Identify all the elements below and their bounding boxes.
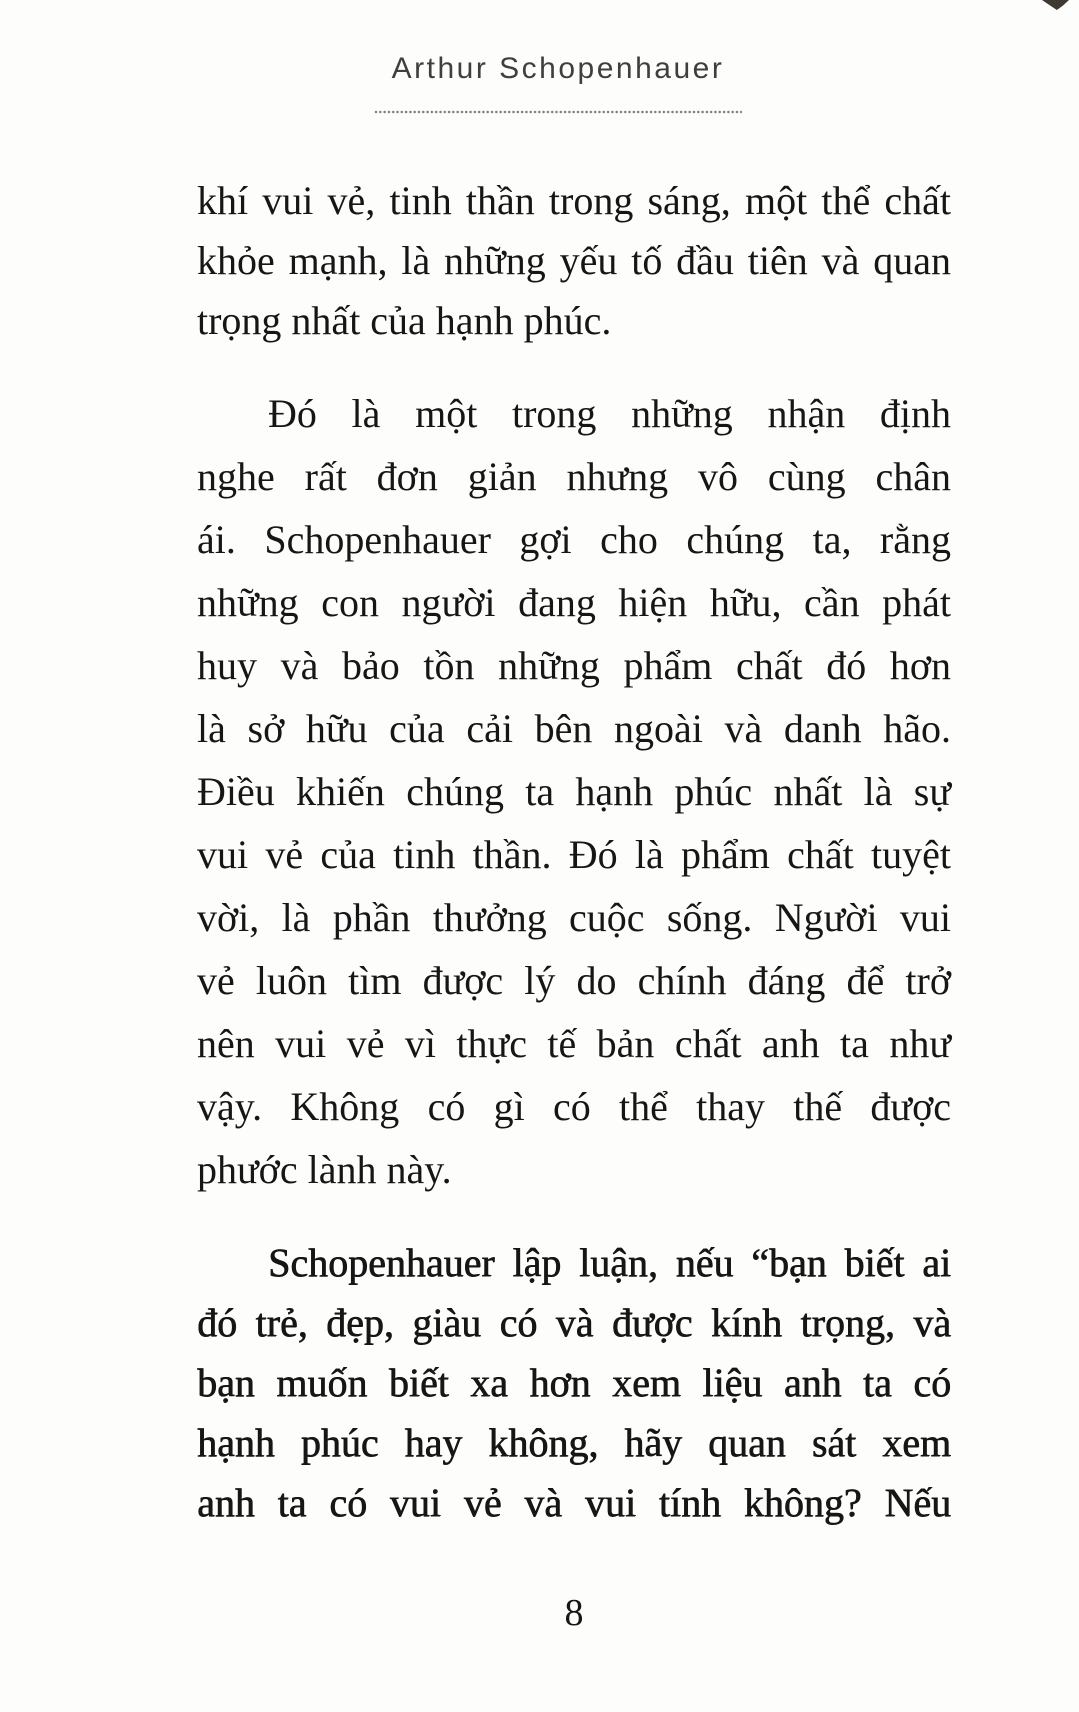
text-line: Schopenhauer lập luận, nếu “bạn biết ai — [268, 1240, 951, 1285]
text-line: huy và bảo tồn những phẩm chất đó hơn — [197, 643, 951, 688]
paragraph-2 — [197, 382, 951, 1201]
text-line: ái. Schopenhauer gợi cho chúng ta, rằng — [197, 517, 951, 562]
text-line: Điều khiến chúng ta hạnh phúc nhất là sự — [197, 769, 951, 814]
paragraph-1 — [197, 171, 951, 351]
text-line: đó trẻ, đẹp, giàu có và được kính trọng, và — [197, 1300, 951, 1345]
text-line: là sở hữu của cải bên ngoài và danh hão. — [197, 706, 951, 751]
author-name: Arthur Schopenhauer — [391, 52, 725, 85]
text-line: vậy. Không có gì có thể thay thế được — [197, 1084, 951, 1129]
text-line: nên vui vẻ vì thực tế bản chất anh ta như — [197, 1021, 951, 1066]
text-line: vời, là phần thưởng cuộc sống. Người vui — [197, 895, 951, 940]
dotted-divider — [374, 110, 742, 114]
text-line: khỏe mạnh, là những yếu tố đầu tiên và quan — [197, 238, 951, 283]
running-header — [181, 52, 935, 114]
text-line: trọng nhất của hạnh phúc. — [197, 298, 612, 343]
text-line: Đó là một trong những nhận định — [268, 391, 951, 436]
text-line: nghe rất đơn giản nhưng vô cùng chân — [197, 454, 951, 499]
text-line: phước lành này. — [197, 1147, 452, 1192]
text-line: bạn muốn biết xa hơn xem liệu anh ta có — [197, 1360, 951, 1405]
paragraph-3 — [197, 1233, 951, 1533]
text-line: vẻ luôn tìm được lý do chính đáng để trở — [197, 958, 951, 1003]
text-line: anh ta có vui vẻ và vui tính không? Nếu — [197, 1480, 951, 1525]
page-number: 8 — [564, 1592, 584, 1634]
text-line: những con người đang hiện hữu, cần phát — [197, 580, 951, 625]
text-line: hạnh phúc hay không, hãy quan sát xem — [197, 1420, 951, 1465]
text-line: khí vui vẻ, tinh thần trong sáng, một thể chất — [197, 178, 951, 223]
text-line: vui vẻ của tinh thần. Đó là phẩm chất tuyệt — [197, 832, 951, 877]
scan-artifact-corner — [1042, 0, 1069, 10]
